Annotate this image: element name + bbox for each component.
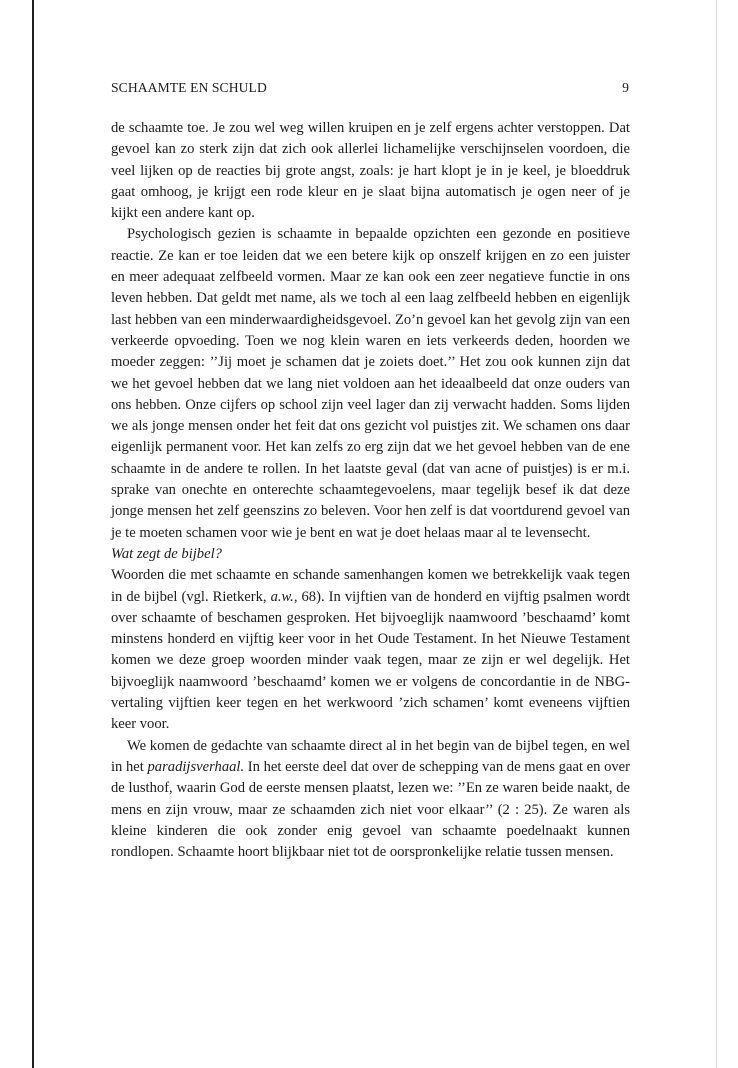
paragraph-4-text-b: In het eerste deel dat over de schepping van de mens gaat en over de lusthof, waarin God de eerste mensen plaatst, lezen we: ’’En ze waren beide naakt, de mens en zijn vrouw, maar ze schaamden zich niet voor elkaar’’ (2 : 25). Ze waren als kleine kinderen die ook zonder enig gevoel van schaamte poedelnaakt kunnen rondlopen. Schaamte hoort blijkbaar niet tot de oorspronkelijke relatie tussen mensen. bbox=[111, 758, 630, 861]
paragraph-2: Psychologisch gezien is schaamte in bepaalde opzichten een gezonde en positieve reactie. Ze kan er toe leiden dat we een betere kijk op onszelf krijgen en zo een juister en meer adequaat zelfbeeld vormen. Maar ze kan ook een zeer negatieve functie in ons leven hebben. Dat geldt met name, als we toch al een laag zelfbeeld hebben en eigenlijk last hebben van een minderwaardigheidsgevoel. Zo’n gevoel kan het gevolg zijn van een verkeerde opvoeding. Toen we nog klein waren en iets verkeerds deden, hoorden we moeder zeggen: ’’Jij moet je schamen dat je zoiets doet.’’ Het zou ook kunnen zijn dat we het gevoel hebben dat we lang niet voldoen aan het ideaalbeeld dat onze ouders van ons hebben. Onze cijfers op school zijn veel lager dan zij verwacht hadden. Soms lijden we als jonge mensen onder het feit dat ons gezicht vol puistjes zit. We schamen ons daar eigenlijk permanent voor. Het kan zelfs zo erg zijn dat we het gevoel hebben van de ene schaamte in de andere te rollen. In het laatste geval (dat van acne of puistjes) is er m.i. sprake van onechte en onterechte schaamtegevoelens, maar tegelijk besef ik dat deze jonge mensen het zelf geenszins zo beleven. Voor hen zelf is dat voortdurend gevoel van je te moeten schamen voor wie je bent en wat je doet helaas maar al te levensecht. bbox=[111, 226, 630, 541]
page-right-edge bbox=[716, 0, 717, 1068]
page-left-edge bbox=[32, 0, 34, 1068]
paragraph-3-text-a: Woorden die met schaamte en schande samenhangen komen we betrekkelijk vaak tegen in de bijbel (vgl. Rietkerk, bbox=[111, 567, 630, 605]
paragraph-4-text-a: We komen de gedachte van schaamte direct al in het begin van de bijbel tegen, en wel in het bbox=[111, 737, 630, 775]
paragraph-4-emphasis: paradijsverhaal. bbox=[147, 758, 245, 775]
paragraph-3 bbox=[111, 565, 630, 735]
paragraph-3-citation: a.w. bbox=[270, 588, 294, 605]
running-head: SCHAAMTE EN SCHULD bbox=[111, 80, 267, 95]
page-header bbox=[111, 80, 629, 96]
paragraph-4 bbox=[111, 736, 630, 864]
section-heading: Wat zegt de bijbel? bbox=[111, 545, 222, 562]
paragraph-3-text-b: , 68). In vijftien van de honderd en vijftig psalmen wordt over schaamte of beschamen gesproken. Het bijvoeglijk naamwoord ’beschaamd’ komt minstens honderd en vijftig keer voor in het Oude Testament. In het Nieuwe Testament komen we deze groep woorden minder vaak tegen, maar ze zijn er wel degelijk. Het bijvoeglijk naamwoord ’beschaamd’ komen we er volgens de concordantie in de NBG-vertaling vijftien keer tegen en het werkwoord ’zich schamen’ komt eveneens vijftien keer voor. bbox=[111, 588, 630, 733]
body-text bbox=[111, 118, 630, 863]
paragraph-1: de schaamte toe. Je zou wel weg willen kruipen en je zelf ergens achter verstoppen. Dat gevoel kan zo sterk zijn dat zich ook allerlei lichamelijke verschijnselen voordoen, die veel lijken op de reacties bij grote angst, zoals: je hart klopt je in je keel, je bloeddruk gaat omhoog, je krijgt een rode kleur en je slaat bijna automatisch je ogen neer of je kijkt een andere kant op. bbox=[111, 120, 630, 222]
page-number: 9 bbox=[622, 80, 629, 95]
